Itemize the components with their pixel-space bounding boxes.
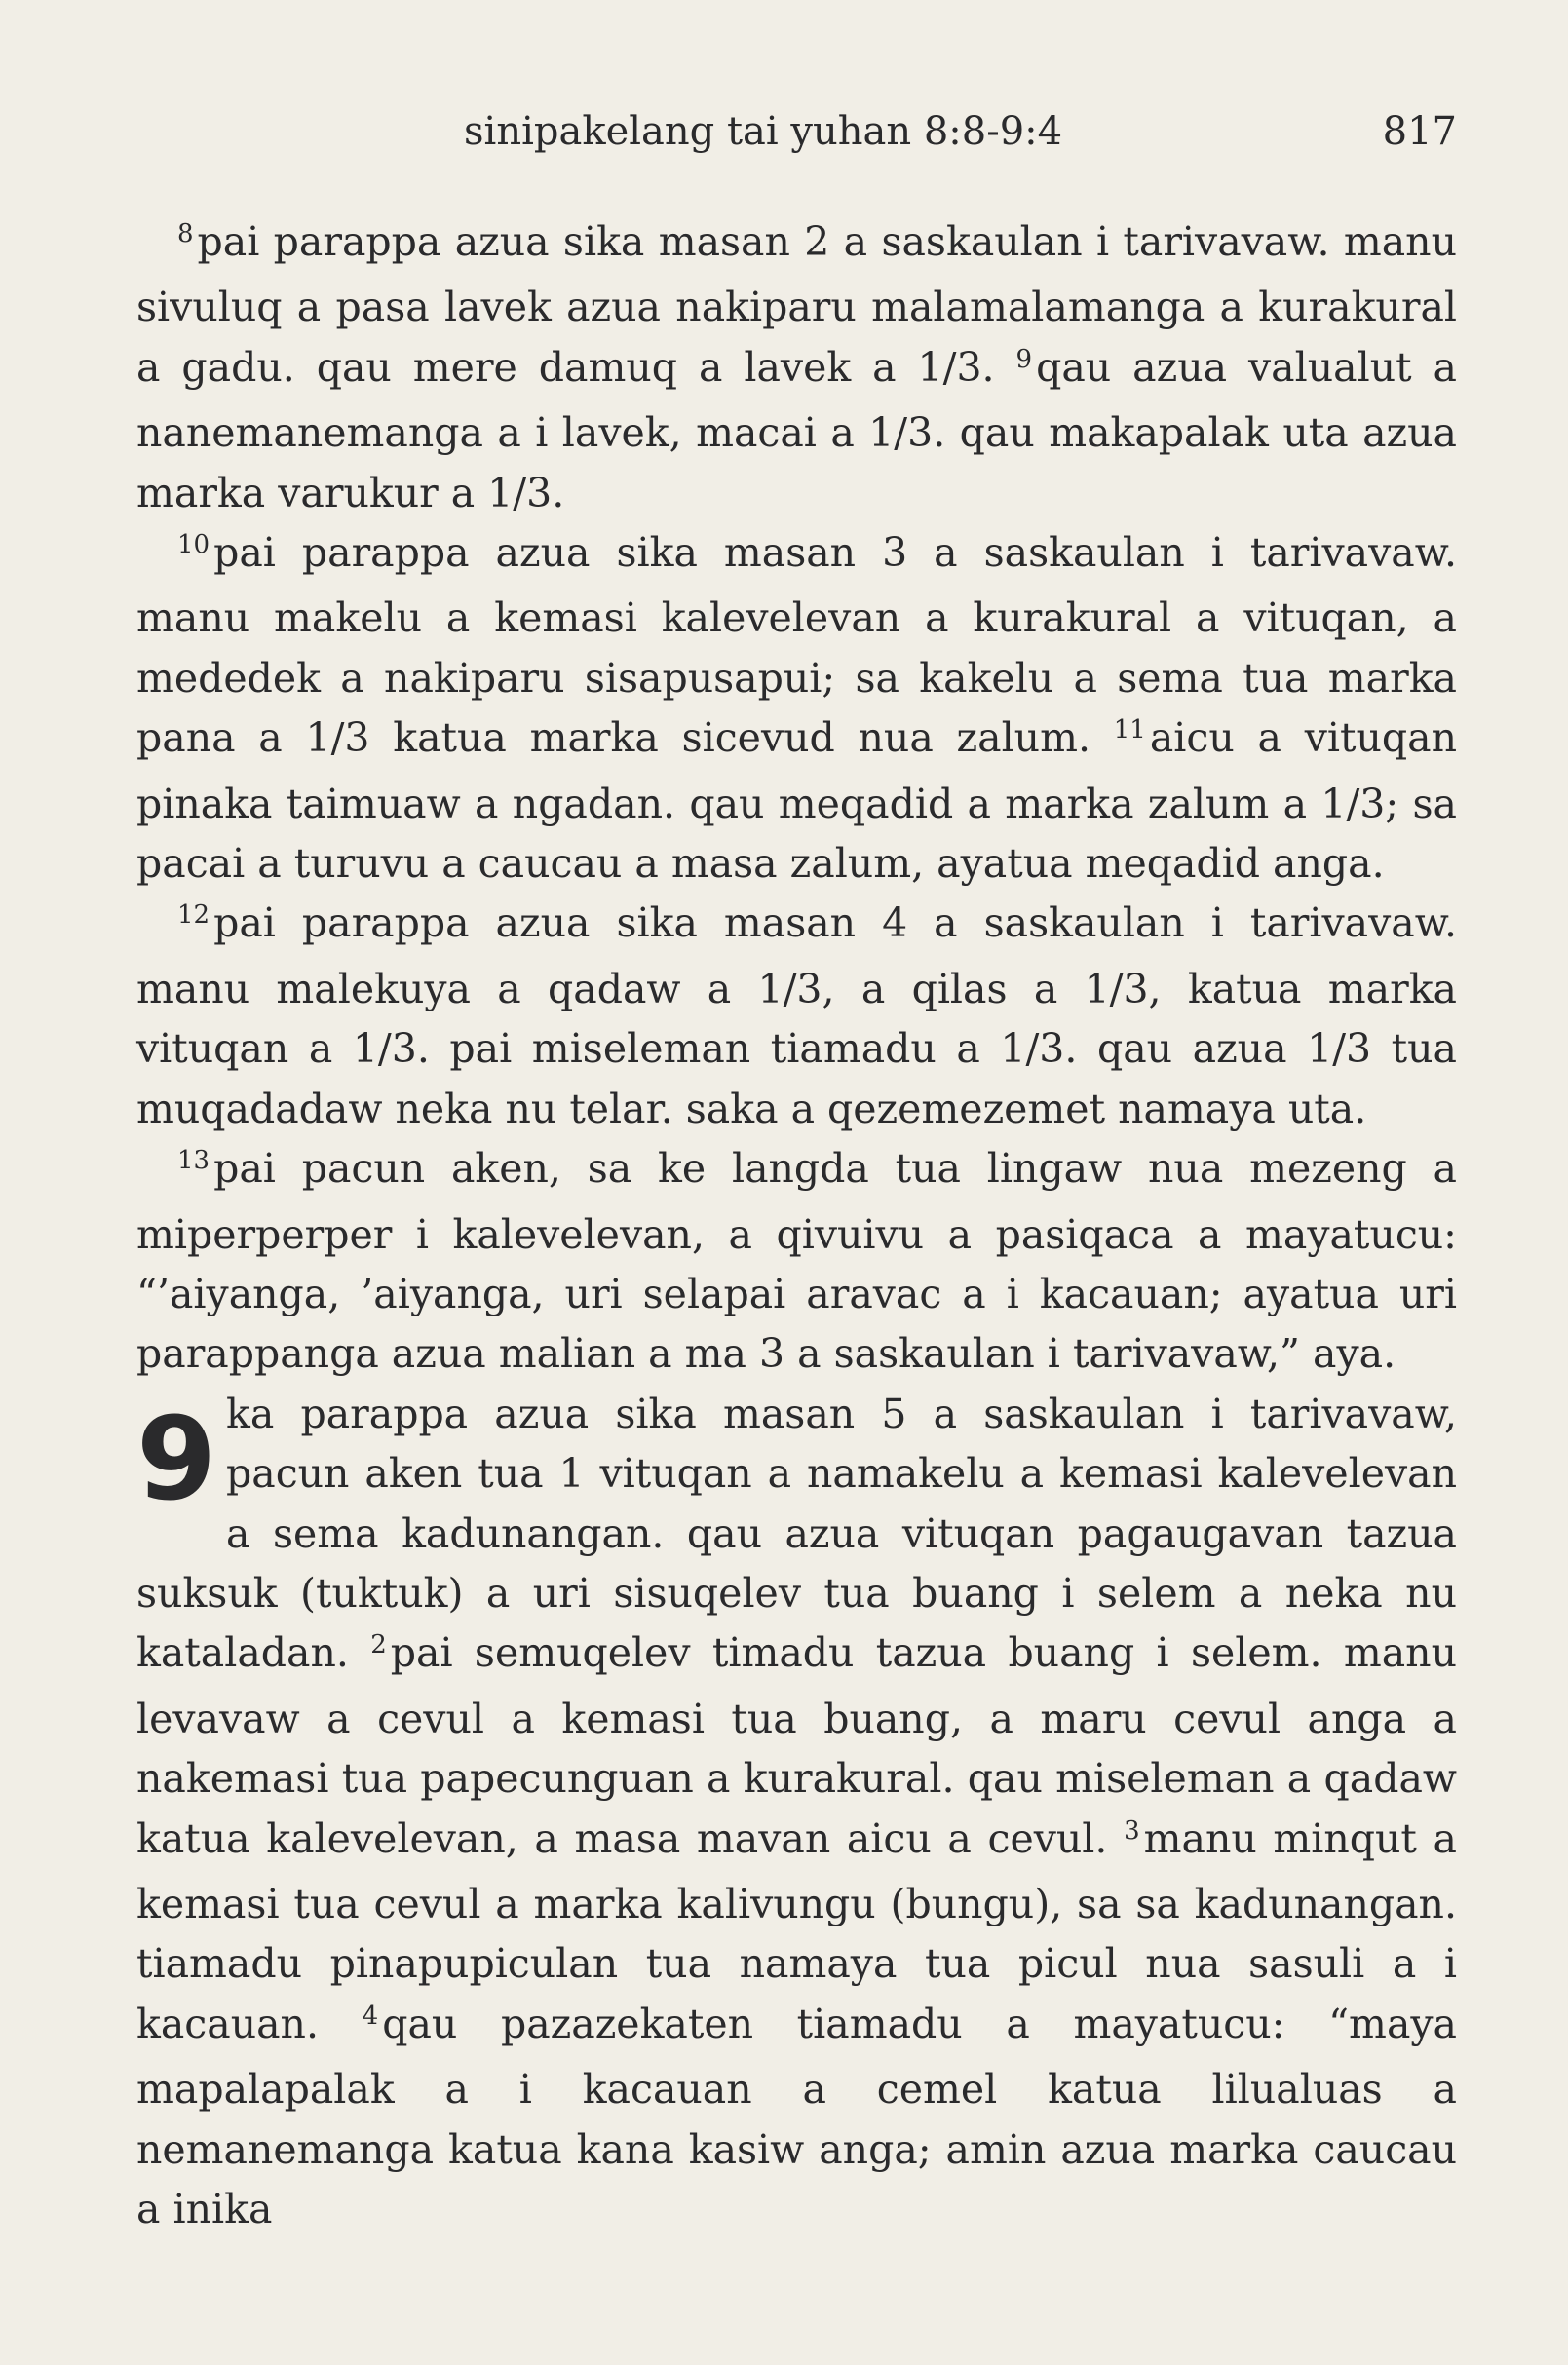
verse-text: pai parappa azua sika masan 4 a saskaulan i tarivavaw. manu malekuya a qadaw a 1/3, a qilas a 1/3, katua marka vituqan a 1/3. pai miseleman tiamadu a 1/3. qau azua 1/3 tua muqadadaw neka nu telar. saka a qezemezemet namaya uta. xyxy=(136,899,1457,1132)
running-head xyxy=(136,109,1457,168)
verse-number: 4 xyxy=(362,2001,379,2031)
verse-number: 11 xyxy=(1113,715,1146,745)
chapter-paragraph xyxy=(136,1385,1457,2240)
verse-number: 12 xyxy=(177,900,210,931)
chapter-number: 9 xyxy=(136,1391,217,1526)
verse-text: qau pazazekaten tiamadu a mayatucu: “maya mapalapalak a i kacauan a cemel katua lilualuas a nemanemanga katua kana kasiw anga; amin azua marka caucau a inika xyxy=(136,2000,1457,2232)
running-head-title: sinipakelang tai yuhan 8:8-9:4 xyxy=(464,109,1063,154)
verse-text: ka parappa azua sika masan 5 a saskaulan i tarivavaw, pacun aken tua 1 vituqan a namakelu a kemasi kalevelevan a sema kadunangan. qau azua vituqan pagaugavan tazua suksuk (tuktuk) a uri sisuqelev tua buang i selem a neka nu kataladan. xyxy=(136,1390,1457,1677)
paragraph xyxy=(136,1139,1457,1385)
verse-number: 9 xyxy=(1015,344,1033,374)
verse-number: 13 xyxy=(177,1146,210,1176)
verse-text: qau azua valualut a nanemanemanga a i lavek, macai a 1/3. qau makapalak uta azua marka varukur a 1/3. xyxy=(136,343,1457,516)
verse-text: pai parappa azua sika masan 2 a saskaulan i tarivavaw. manu sivuluq a pasa lavek azua nakiparu malamalamanga a kurakural a gadu. qau mere damuq a lavek a 1/3. xyxy=(136,218,1457,391)
verse-number: 10 xyxy=(177,530,210,560)
body-text xyxy=(136,212,1457,2239)
verse-number: 3 xyxy=(1124,1815,1140,1846)
verse-text: manu minqut a kemasi tua cevul a marka kalivungu (bungu), sa sa kadunangan. tiamadu pinapupiculan tua namaya tua picul nua sasuli a i kacauan. xyxy=(136,1814,1457,2047)
verse-text: pai semuqelev timadu tazua buang i selem. manu levavaw a cevul a kemasi tua buang, a maru cevul anga a nakemasi tua papecunguan a kurakural. qau miseleman a qadaw katua kalevelevan, a masa mavan aicu a cevul. xyxy=(136,1629,1457,1862)
verse-text: pai parappa azua sika masan 3 a saskaulan i tarivavaw. manu makelu a kemasi kalevelevan a kurakural a vituqan, a mededek a nakiparu sisapusapui; sa kakelu a sema tua marka pana a 1/3 katua marka sicevud nua zalum. xyxy=(136,529,1457,762)
verse-text: aicu a vituqan pinaka taimuaw a ngadan. qau meqadid a marka zalum a 1/3; sa pacai a turuvu a caucau a masa zalum, ayatua meqadid anga. xyxy=(136,714,1457,888)
paragraph xyxy=(136,894,1457,1139)
paragraph xyxy=(136,212,1457,523)
verse-number: 2 xyxy=(370,1630,387,1660)
verse-text: pai pacun aken, sa ke langda tua lingaw nua mezeng a miperperper i kalevelevan, a qivuivu a pasiqaca a mayatucu: “’aiyanga, ’aiyanga, uri selapai aravac a i kacauan; ayatua uri parappanga azua malian a ma 3 a saskaulan i tarivavaw,” aya. xyxy=(136,1145,1457,1378)
paragraph xyxy=(136,523,1457,894)
page-number: 817 xyxy=(1382,109,1457,154)
verse-number: 8 xyxy=(177,219,194,248)
